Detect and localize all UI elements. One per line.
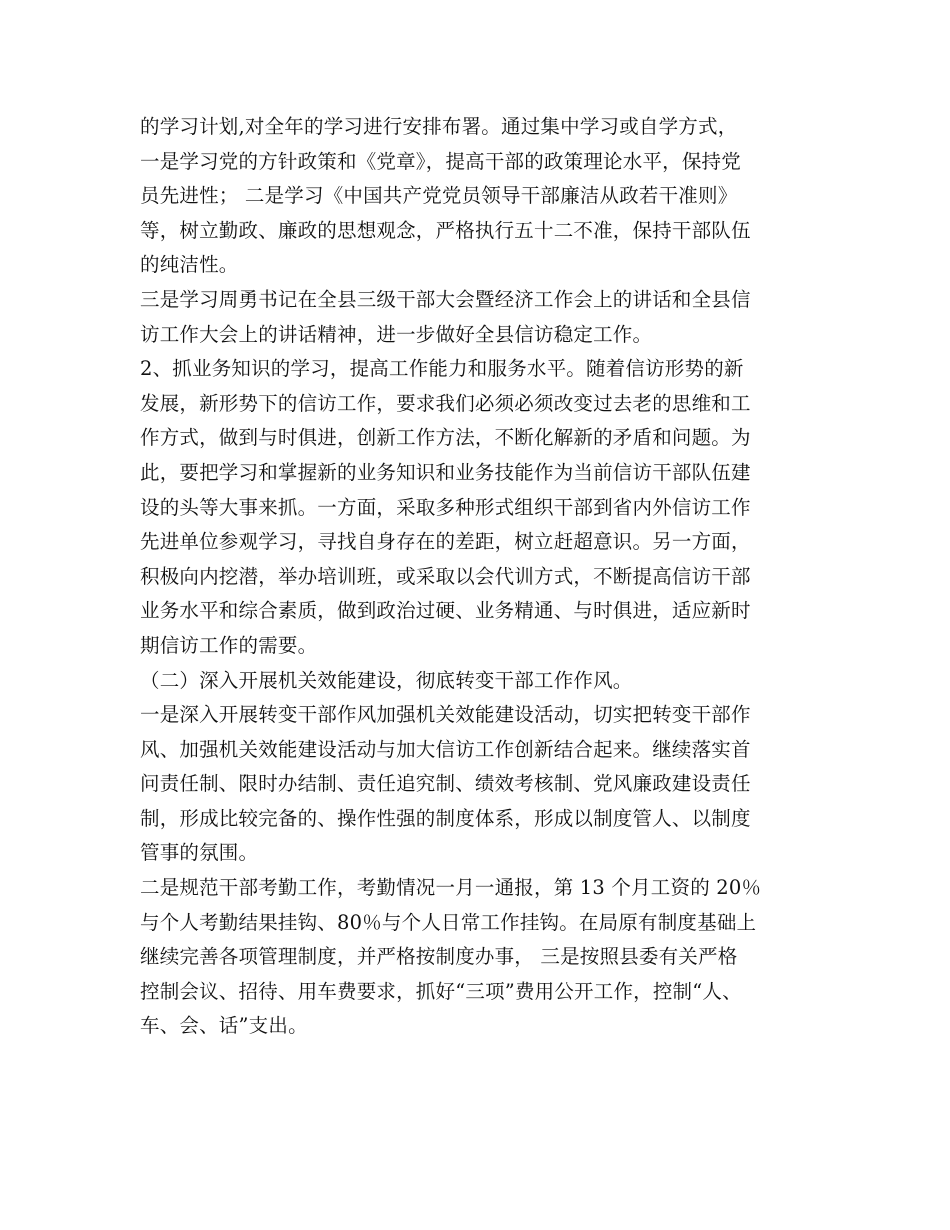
text-line: 二是规范干部考勤工作，考勤情况一月一通报，第 13 个月工资的 20％ xyxy=(140,876,762,900)
text-line: 发展，新形势下的信访工作，要求我们必须必须改变过去老的思维和工 xyxy=(140,391,751,415)
text-line: 此，要把学习和掌握新的业务知识和业务技能作为当前信访干部队伍建 xyxy=(140,460,751,484)
text-line: 员先进性； 二是学习《中国共产党党员领导干部廉洁从政若干准则》 xyxy=(140,184,738,208)
text-line: 等，树立勤政、廉政的思想观念，严格执行五十二不准，保持干部队伍 xyxy=(140,218,751,242)
text-line: 问责任制、限时办结制、责任追究制、绩效考核制、党风廉政建设责任 xyxy=(140,772,751,796)
text-line: 继续完善各项管理制度，并严格按制度办事， 三是按照县委有关严格 xyxy=(140,945,738,969)
text-line: 作方式，做到与时俱进，创新工作方法，不断化解新的矛盾和问题。为 xyxy=(140,426,751,450)
text-line: 期信访工作的需要。 xyxy=(140,633,318,657)
text-line: 2、抓业务知识的学习，提高工作能力和服务水平。随着信访形势的新 xyxy=(140,357,744,381)
document-body xyxy=(140,110,840,1044)
text-line: 制，形成比较完备的、操作性强的制度体系，形成以制度管人、以制度 xyxy=(140,806,751,830)
text-line: 先进单位参观学习，寻找自身存在的差距，树立赶超意识。另一方面， xyxy=(140,530,751,554)
text-line: 的学习计划,对全年的学习进行安排布署。通过集中学习或自学方式， xyxy=(140,115,738,138)
text-line: 管事的氛围。 xyxy=(140,841,259,865)
text-line: 控制会议、招待、用车费要求，抓好“三项”费用公开工作，控制“人、 xyxy=(140,979,742,1003)
text-line: 一是学习党的方针政策和《党章》，提高干部的政策理论水平，保持党 xyxy=(140,149,741,173)
text-line: 与个人考勤结果挂钩、80％与个人日常工作挂钩。在局原有制度基础上 xyxy=(140,910,757,934)
text-line: 访工作大会上的讲话精神，进一步做好全县信访稳定工作。 xyxy=(140,322,653,346)
text-line: 业务水平和综合素质，做到政治过硬、业务精通、与时俱进，适应新时 xyxy=(140,599,751,623)
text-line: 积极向内挖潜，举办培训班，或采取以会代训方式，不断提高信访干部 xyxy=(140,564,751,588)
text-line: 的纯洁性。 xyxy=(140,253,239,277)
text-line: 风、加强机关效能建设活动与加大信访工作创新结合起来。继续落实首 xyxy=(140,737,751,761)
text-line: 一是深入开展转变干部作风加强机关效能建设活动，切实把转变干部作 xyxy=(140,703,751,727)
text-line: 车、会、话”支出。 xyxy=(140,1014,308,1038)
text-line: 三是学习周勇书记在全县三级干部大会暨经济工作会上的讲话和全县信 xyxy=(140,287,751,311)
text-line: 设的头等大事来抓。一方面，采取多种形式组织干部到省内外信访工作 xyxy=(140,495,751,519)
section-heading: （二）深入开展机关效能建设，彻底转变干部工作作风。 xyxy=(140,668,633,692)
